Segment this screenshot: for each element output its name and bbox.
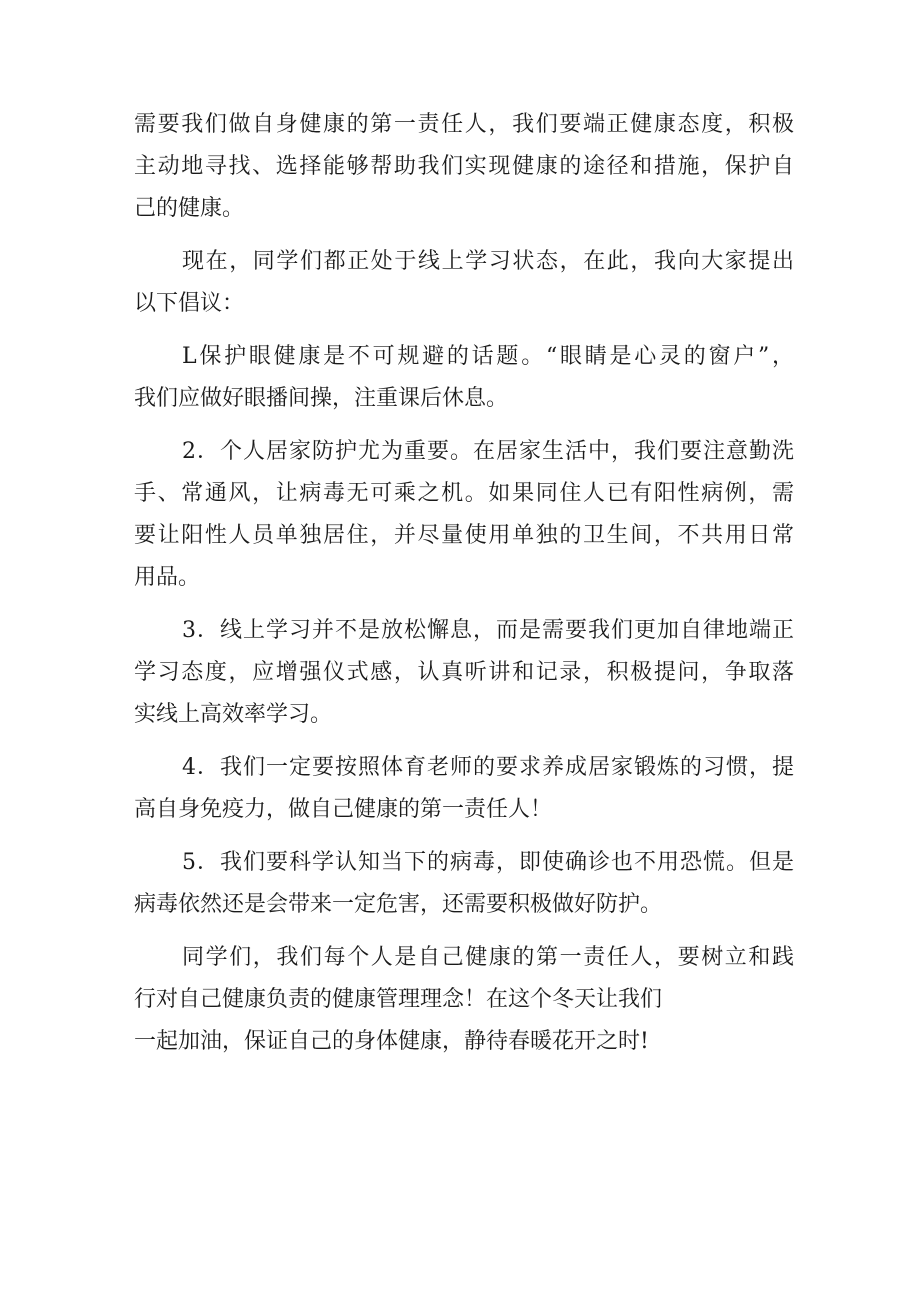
text-line: 一起加油，保证自己的身体健康，静待春暖花开之时!: [134, 1029, 649, 1054]
paragraph-gap: [134, 230, 794, 241]
text-line: 主动地寻找、选择能够帮助我们实现健康的途径和措施，保护自: [134, 154, 794, 179]
text-line: 3．线上学习并不是放松懈息，而是需要我们更加自律地端正: [182, 618, 794, 643]
text-line: 病毒依然还是会带来一定危害，还需要积极做好防护。: [134, 892, 663, 917]
text-line: L保护眼健康是不可规避的话题。“眼睛是心灵的窗户”，: [182, 344, 794, 369]
text-line: 手、常通风，让病毒无可乘之机。如果同住人已有阳性病例，需: [134, 481, 794, 506]
paragraph-gap: [134, 420, 794, 431]
paragraph-gap: [134, 926, 794, 937]
paragraph-item-1: [134, 336, 794, 420]
paragraph-gap: [134, 831, 794, 842]
paragraph-closing: [134, 937, 794, 1063]
text-line: 5．我们要科学认知当下的病毒，即使确诊也不用恐慌。但是: [182, 850, 794, 875]
paragraph-gap: [134, 736, 794, 747]
text-line: 实线上高效率学习。: [134, 702, 333, 727]
text-line: 我们应做好眼播间操，注重课后休息。: [134, 386, 509, 411]
paragraph-initiative-intro: [134, 241, 794, 325]
text-line: 要让阳性人员单独居住，并尽量使用单独的卫生间，不共用日常: [134, 523, 794, 548]
paragraph-gap: [134, 325, 794, 336]
paragraph-item-5: [134, 842, 794, 926]
paragraph-intro-continuation: [134, 104, 794, 230]
text-line: 2．个人居家防护尤为重要。在居家生活中，我们要注意勤洗: [182, 439, 794, 464]
text-line: 高自身免疫力，做自己健康的第一责任人！: [134, 797, 553, 822]
text-line: 行对自己健康负责的健康管理理念！在这个冬天让我们: [134, 987, 663, 1012]
paragraph-item-2: [134, 431, 794, 599]
text-line: 己的健康。: [134, 196, 245, 221]
text-line: 学习态度，应增强仪式感，认真听讲和记录，积极提问，争取落: [134, 660, 794, 685]
paragraph-gap: [134, 599, 794, 610]
text-line: 4．我们一定要按照体育老师的要求养成居家锻炼的习惯，提: [182, 755, 794, 780]
paragraph-item-3: [134, 610, 794, 736]
document-body: [134, 104, 794, 1063]
text-line: 以下倡议：: [134, 291, 245, 316]
text-line: 同学们，我们每个人是自己健康的第一责任人，要树立和践: [182, 945, 794, 970]
text-line: 现在，同学们都正处于线上学习状态，在此，我向大家提出: [182, 249, 794, 274]
text-line: 需要我们做自身健康的第一责任人，我们要端正健康态度，积极: [134, 112, 794, 137]
text-line: 用品。: [134, 565, 201, 590]
paragraph-item-4: [134, 747, 794, 831]
